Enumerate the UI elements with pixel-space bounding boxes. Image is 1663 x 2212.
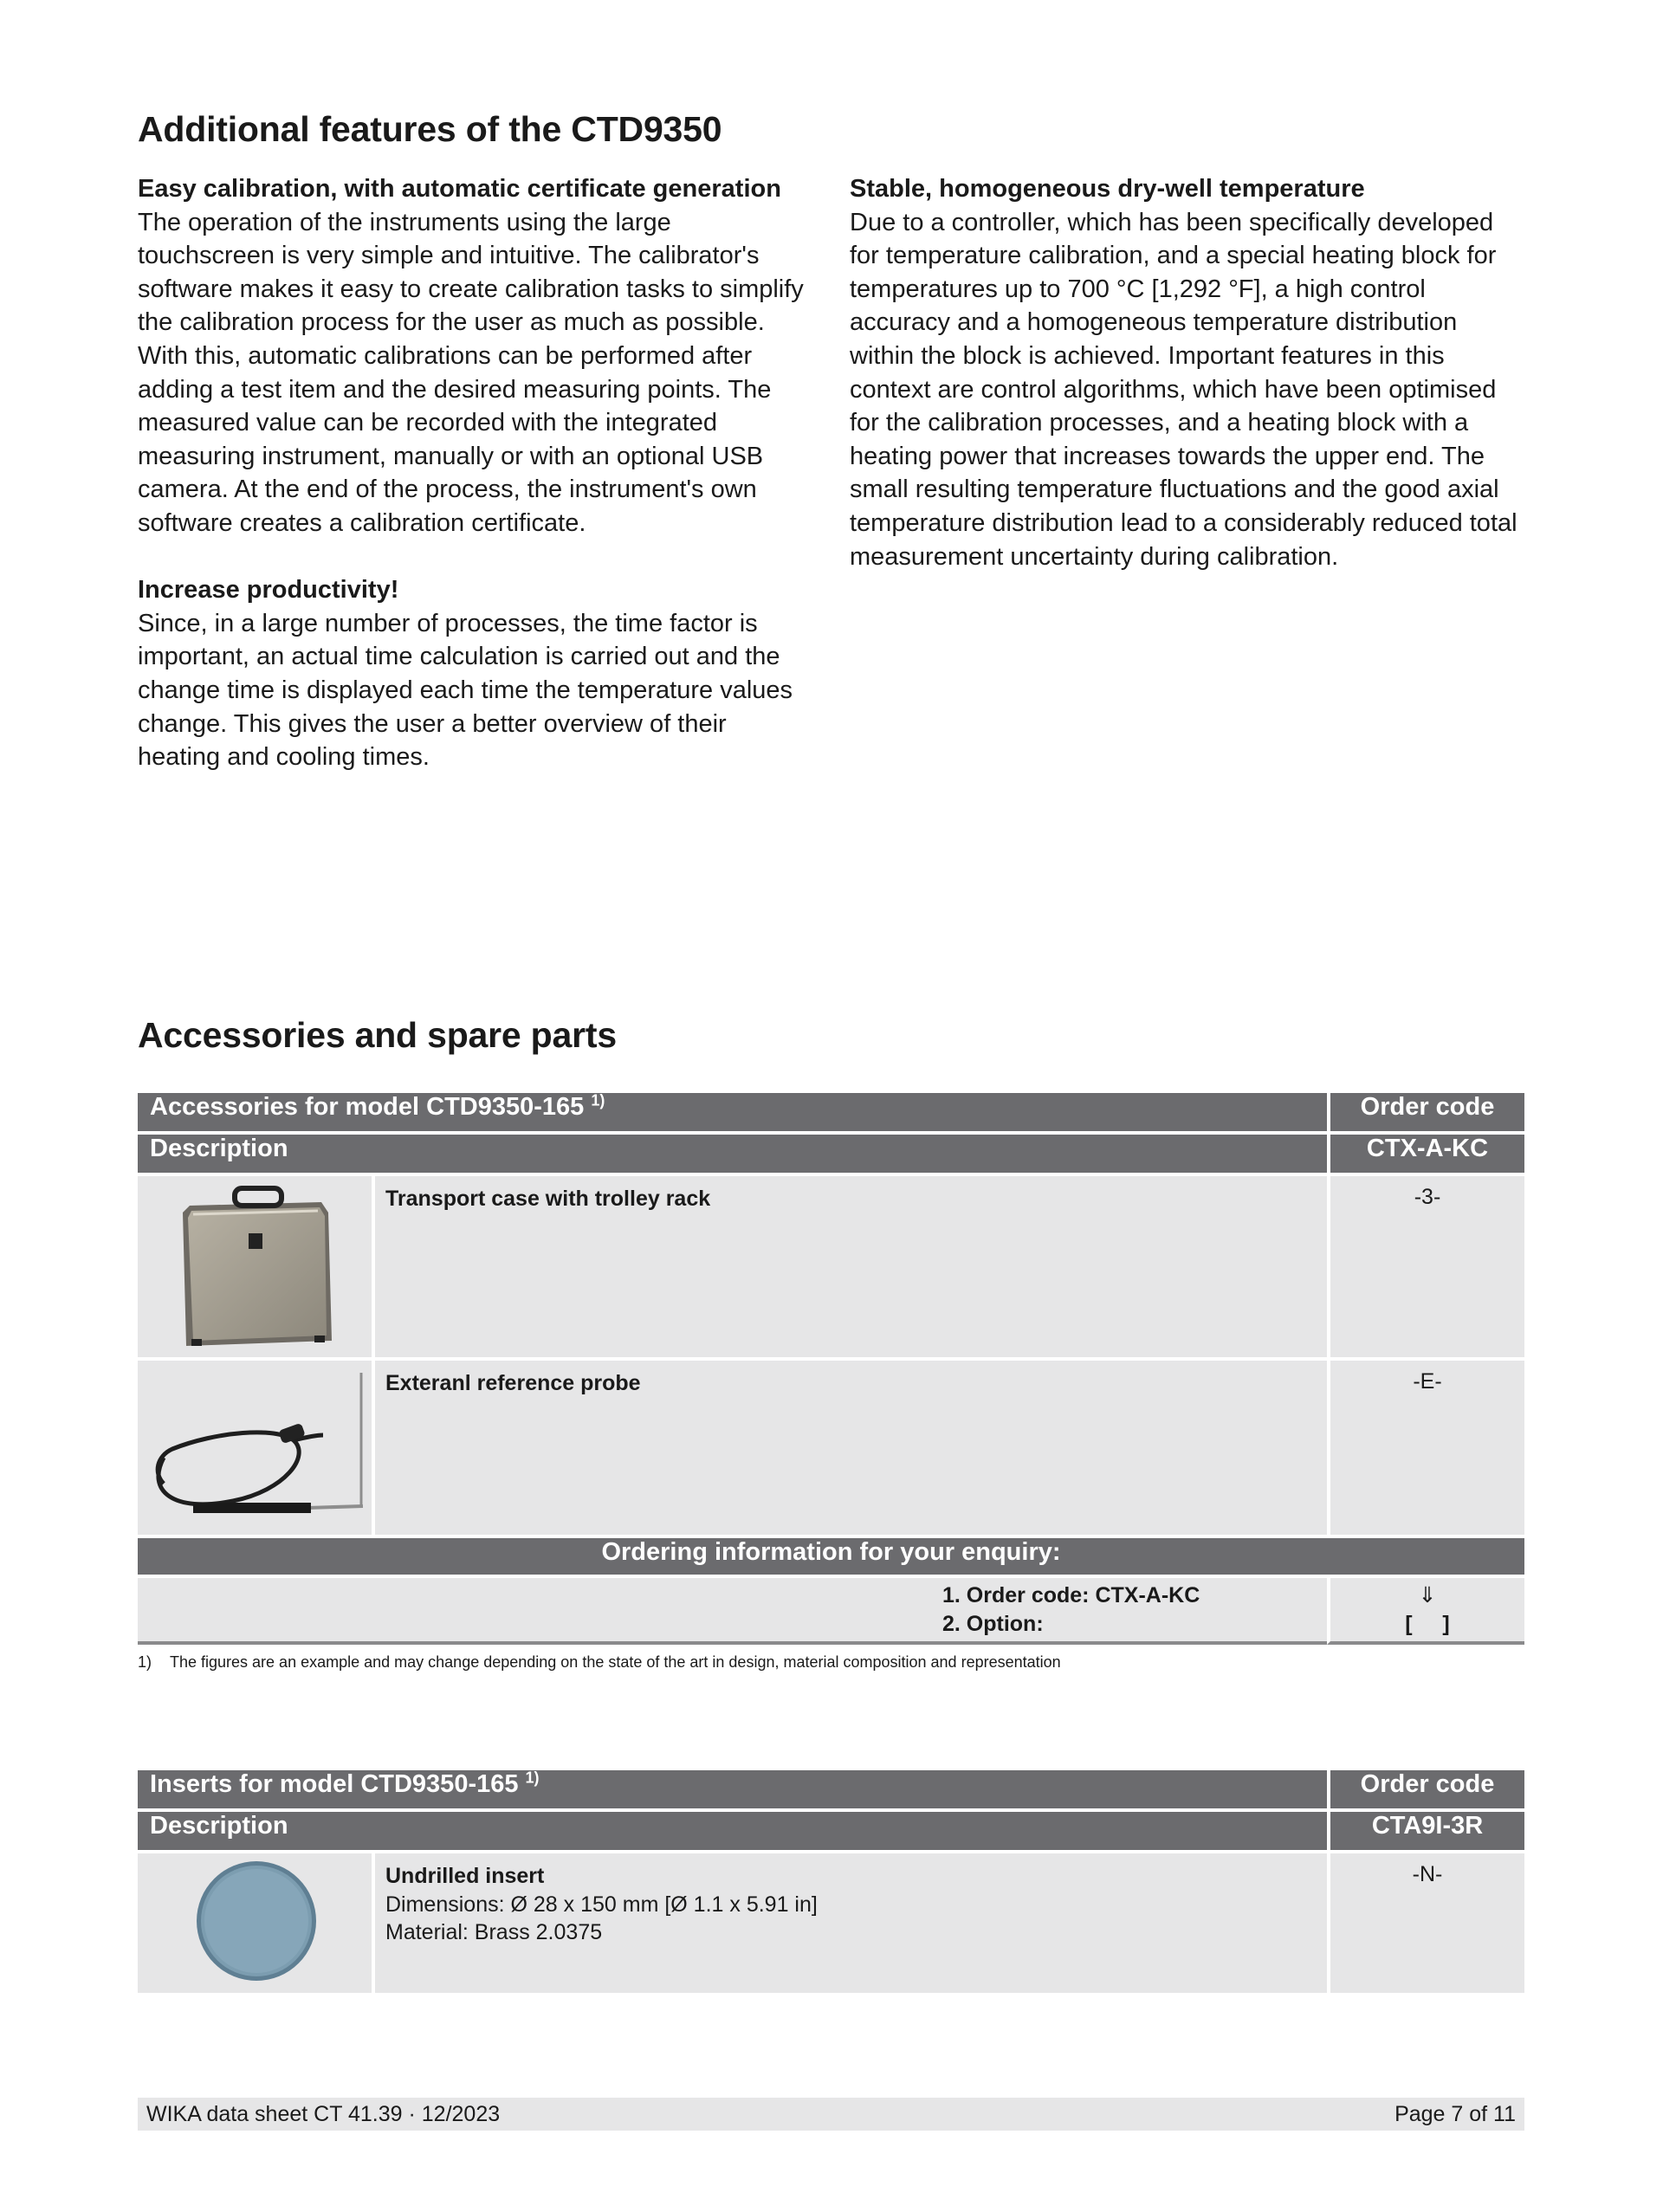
- ordering-step-2: 2. Option:: [942, 1611, 1044, 1636]
- order-code-value: CTA9I-3R: [1327, 1812, 1524, 1853]
- table-row: [138, 1853, 1524, 1993]
- ordering-steps: [138, 1578, 1327, 1645]
- footnote: [138, 1653, 1061, 1672]
- calibration-subheading: Easy calibration, with automatic certificate generation: [138, 175, 781, 203]
- description-header: Description: [138, 1135, 1327, 1176]
- insert-image: [138, 1853, 375, 1993]
- table-row: [138, 1176, 1524, 1361]
- row-description: [375, 1361, 1327, 1535]
- footnote-number: 1): [138, 1653, 152, 1671]
- footnote-text: The figures are an example and may change depending on the state of the art in design, material composition and representation: [170, 1653, 1061, 1671]
- features-left-column: [138, 172, 813, 774]
- order-code-value: CTX-A-KC: [1327, 1135, 1524, 1176]
- ordering-banner-row: [138, 1535, 1524, 1578]
- footnote-ref: 1): [591, 1091, 605, 1109]
- order-code-header: Order code: [1327, 1770, 1524, 1812]
- inserts-table-title-row: [138, 1770, 1524, 1812]
- accessories-table-description-row: [138, 1135, 1524, 1176]
- accessories-table: [138, 1093, 1524, 1645]
- row-order-code: -E-: [1327, 1361, 1524, 1535]
- transport-case-image: [138, 1176, 375, 1361]
- row-title: Undrilled insert: [385, 1864, 545, 1888]
- row-description: [375, 1853, 1327, 1993]
- drywell-paragraph: Due to a controller, which has been specifically developed for temperature calibration, and a special heating block for temperatures up to 700 °C [1,292 °F], a high control accuracy and a homogeneous temperature distribution within the block is achieved. Important features in this context are control algorithms, which have been optimised for the calibration processes, and a heating block with a heating power that increases towards the upper end. The small resulting temperature fluctuations and the good axial temperature distribution lead to a considerably reduced total measurement uncertainty during calibration.: [850, 208, 1517, 571]
- footnote-ref: 1): [525, 1769, 540, 1787]
- accessories-heading: Accessories and spare parts: [138, 1015, 617, 1055]
- accessories-table-title-row: [138, 1093, 1524, 1135]
- features-heading: Additional features of the CTD9350: [138, 109, 722, 149]
- ordering-code-cell: [1327, 1578, 1524, 1645]
- row-description: [375, 1176, 1327, 1361]
- insert-material: Material: Brass 2.0375: [385, 1920, 603, 1944]
- row-order-code: -3-: [1327, 1176, 1524, 1361]
- insert-disc-icon: [138, 1853, 375, 1989]
- transport-case-icon: [138, 1176, 375, 1353]
- reference-probe-image: [138, 1361, 375, 1535]
- down-arrow-icon: ⇓: [1418, 1583, 1437, 1607]
- description-header: Description: [138, 1812, 1327, 1853]
- calibration-paragraph: The operation of the instruments using the large touchscreen is very simple and intuitive. The calibrator's software makes it easy to create calibration tasks to simplify the calibration process for the user as much as possible. With this, automatic calibrations can be performed after adding a test item and the desired measuring points. The measured value can be recorded with the integrated measuring instrument, manually or with an optional USB camera. At the end of the process, the instrument's own software creates a calibration certificate.: [138, 208, 804, 537]
- order-code-header: Order code: [1327, 1093, 1524, 1135]
- footer-datasheet-ref: WIKA data sheet CT 41.39 · 12/2023: [146, 2102, 501, 2126]
- row-title: Exteranl reference probe: [385, 1371, 641, 1395]
- row-title: Transport case with trolley rack: [385, 1187, 711, 1211]
- reference-probe-icon: [138, 1361, 375, 1530]
- features-right-column: [850, 172, 1525, 573]
- inserts-table-description-row: [138, 1812, 1524, 1853]
- footer-page-number: Page 7 of 11: [1394, 2102, 1516, 2126]
- ordering-step-1: 1. Order code: CTX-A-KC: [942, 1583, 1200, 1607]
- page-footer: [138, 2098, 1524, 2131]
- insert-dimensions: Dimensions: Ø 28 x 150 mm [Ø 1.1 x 5.91 in]: [385, 1892, 818, 1917]
- ordering-banner: Ordering information for your enquiry:: [138, 1535, 1524, 1578]
- productivity-subheading: Increase productivity!: [138, 576, 399, 605]
- accessories-table-title: Accessories for model CTD9350-165 $^{1)}$: [138, 1093, 1327, 1135]
- table-row: [138, 1361, 1524, 1535]
- row-order-code: -N-: [1327, 1853, 1524, 1993]
- inserts-table-title: Inserts for model CTD9350-165 $^{1)}$: [138, 1770, 1327, 1812]
- ordering-steps-row: [138, 1578, 1524, 1645]
- option-box: [ ]: [1405, 1611, 1450, 1636]
- drywell-subheading: Stable, homogeneous dry-well temperature: [850, 175, 1365, 203]
- inserts-table: [138, 1770, 1524, 1993]
- productivity-paragraph: Since, in a large number of processes, the time factor is important, an actual time calculation is carried out and the change time is displayed each time the temperature values change. This gives the user a better overview of their heating and cooling times.: [138, 609, 793, 772]
